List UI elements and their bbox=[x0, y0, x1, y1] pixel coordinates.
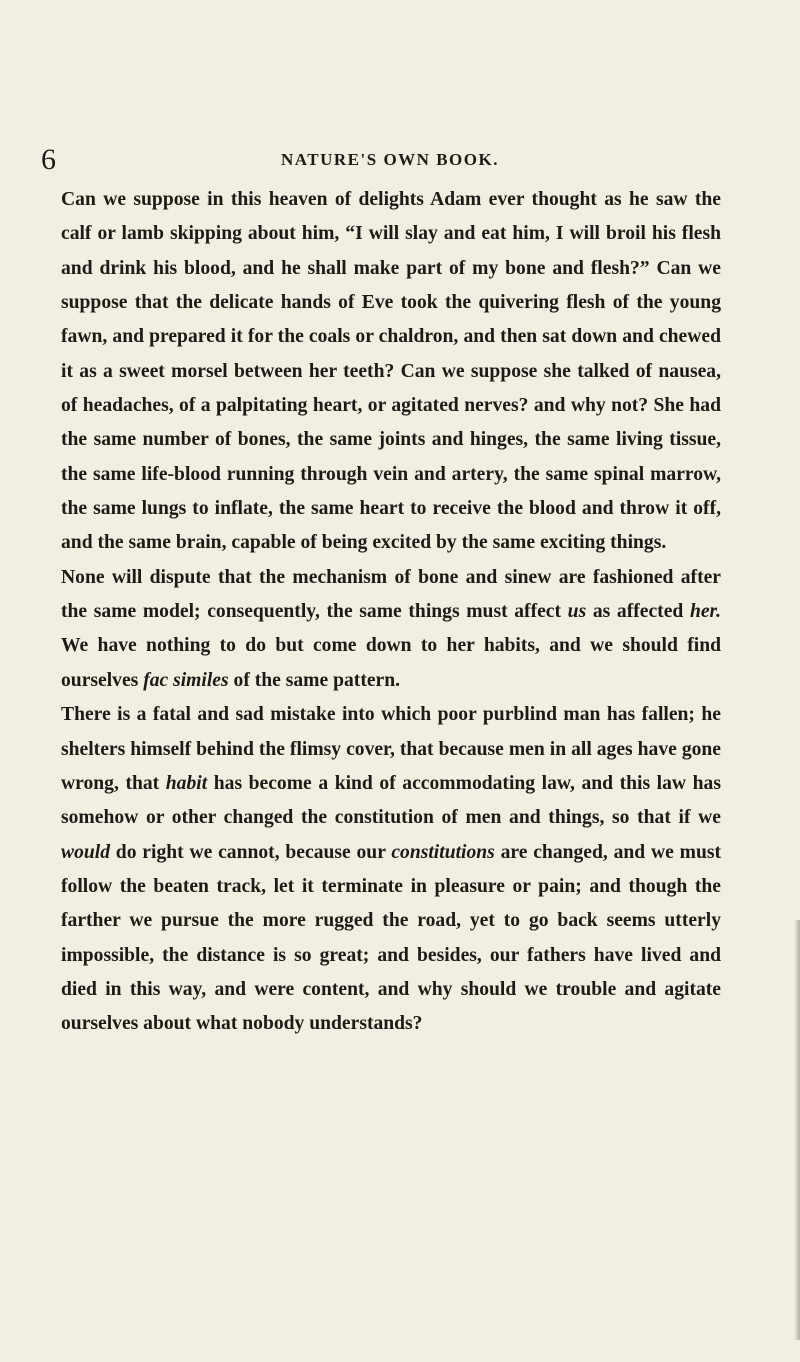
text-segment: None will dispute that the mechanism of bone and sinew are fashioned after the same model; consequently, the same things must affect bbox=[61, 566, 721, 623]
text-segment: of the same pattern. bbox=[228, 669, 401, 691]
text-segment: as affected bbox=[586, 601, 690, 623]
page-number: 6 bbox=[41, 143, 56, 176]
body-text bbox=[61, 183, 721, 1042]
text-segment: Can we suppose in this heaven of delights Adam ever thought as he saw the calf or lamb skipping about him, “I will slay and eat him, I will broil his flesh and drink his blood, and he shall make part of my bone and flesh?” Can we suppose that the delicate hands of Eve took the quivering flesh of the young fawn, and prepared it for the coals or chaldron, and then sat down and chewed it as a sweet morsel between her teeth? Can we suppose she talked of nausea, of headaches, of a palpitating heart, or agitated nerves? and why not? She had the same number of bones, the same joints and hinges, the same living tissue, the same life-blood running through vein and artery, the same spinal marrow, the same lungs to inflate, the same heart to receive the blood and throw it off, and the same brain, capable of being excited by the same exciting things. bbox=[61, 189, 721, 554]
page-edge-shadow bbox=[794, 920, 800, 1340]
text-segment: has become a kind of accommodating law, and this law has somehow or other changed the constitution of men and things, so that if we bbox=[61, 772, 721, 829]
italic-text: fac similes bbox=[143, 669, 229, 691]
text-segment: We have nothing to do but come down to her habits, and we should find ourselves bbox=[61, 635, 721, 691]
text-segment: do right we cannot, because our bbox=[110, 841, 392, 863]
paragraph bbox=[61, 183, 721, 561]
text-segment: are changed, and we must follow the beaten track, let it terminate in pleasure or pain; and though the farther we pursue the more rugged the road, yet to go back seems utterly impossible, the distance is so great; and besides, our fathers have lived and died in this way, and were content, and why should we trouble and agitate ourselves about what nobody understands? bbox=[61, 841, 721, 1035]
running-head bbox=[41, 140, 781, 180]
italic-text: constitutions bbox=[391, 841, 495, 863]
italic-text: her. bbox=[689, 601, 721, 623]
running-head-title: NATURE'S OWN BOOK. bbox=[281, 150, 499, 169]
italic-text: would bbox=[61, 841, 111, 863]
italic-text: habit bbox=[165, 772, 208, 794]
paragraph bbox=[61, 561, 721, 698]
paragraph bbox=[61, 698, 721, 1041]
italic-text: us bbox=[567, 601, 587, 623]
text-segment: There is a fatal and sad mistake into which poor purblind man has fallen; he shelters himself behind the flimsy cover, that because men in all ages have gone wrong, that bbox=[61, 704, 721, 794]
